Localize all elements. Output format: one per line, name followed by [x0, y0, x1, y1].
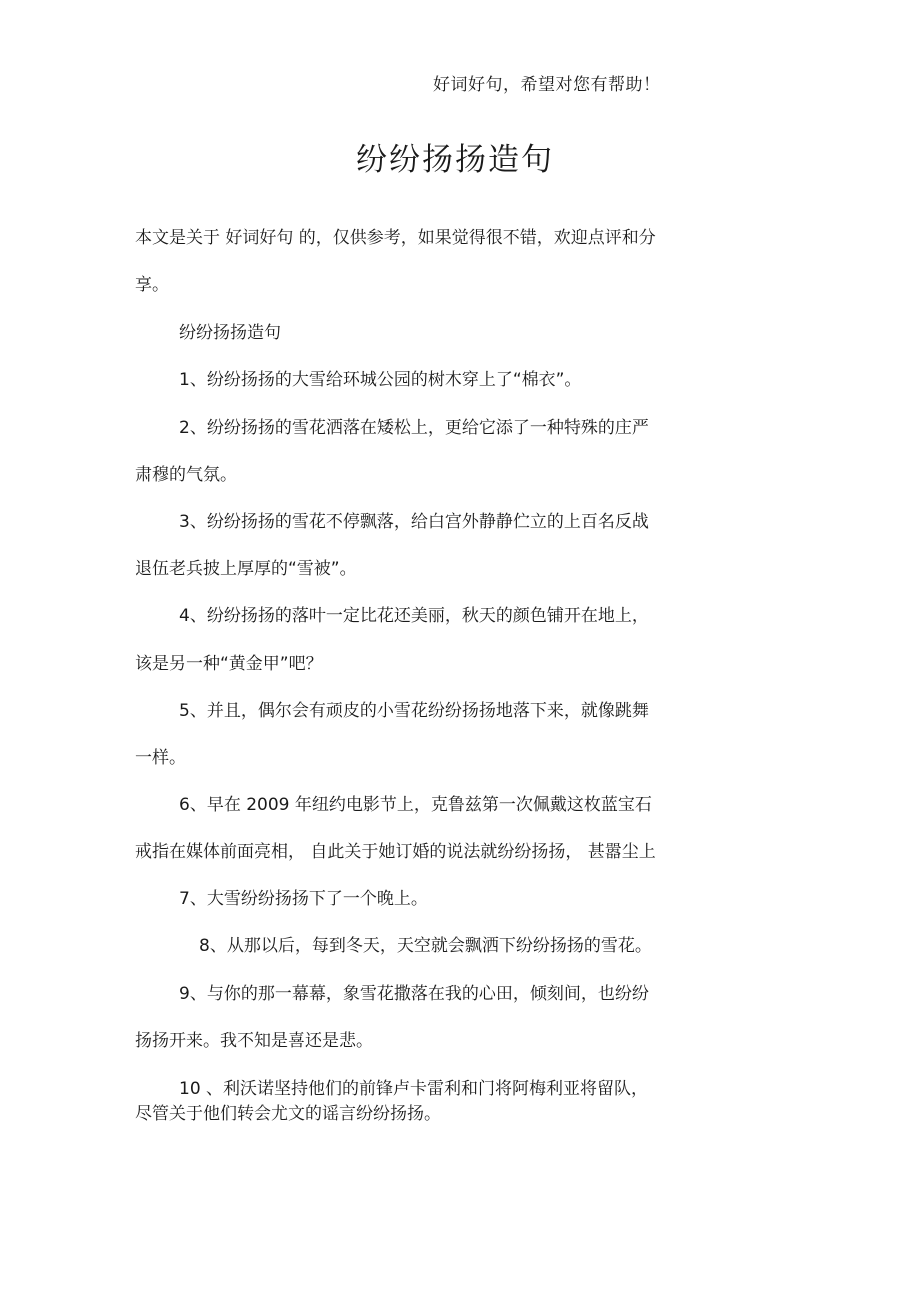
sentence-line: 7、大雪纷纷扬扬下了一个晚上。 — [179, 889, 428, 909]
sentence-line: 一样。 — [135, 748, 186, 768]
sentence-line: 该是另一种“黄金甲”吧？ — [135, 654, 323, 674]
sentence-line: 戒指在媒体前面亮相， 自此关于她订婚的说法就纷纷扬扬， 甚嚣尘上 — [135, 842, 656, 862]
intro-line: 享。 — [135, 275, 169, 295]
sentence-line: 扬扬开来。我不知是喜还是悲。 — [135, 1031, 373, 1051]
document-title: 纷纷扬扬造句 — [356, 142, 554, 178]
sentence-line: 6、早在 2009 年纽约电影节上，克鲁兹第一次佩戴这枚蓝宝石 — [179, 795, 652, 815]
sentence-line: 8、从那以后，每到冬天，天空就会飘洒下纷纷扬扬的雪花。 — [199, 936, 652, 956]
sentence-line: 尽管关于他们转会尤文的谣言纷纷扬扬。 — [135, 1104, 441, 1124]
sentence-line: 10 、利沃诺坚持他们的前锋卢卡雷利和门将阿梅利亚将留队， — [179, 1079, 649, 1099]
sentence-line: 退伍老兵披上厚厚的“雪被”。 — [135, 559, 357, 579]
intro-line: 本文是关于 好词好句 的，仅供参考，如果觉得很不错，欢迎点评和分 — [135, 228, 656, 248]
sentence-line: 9、与你的那一幕幕，象雪花撒落在我的心田，倾刻间，也纷纷 — [179, 984, 649, 1004]
sentence-line: 2、纷纷扬扬的雪花洒落在矮松上，更给它添了一种特殊的庄严 — [179, 418, 649, 438]
sentence-line: 4、纷纷扬扬的落叶一定比花还美丽，秋天的颜色铺开在地上， — [179, 606, 649, 626]
subheading: 纷纷扬扬造句 — [179, 323, 281, 343]
sentence-line: 1、纷纷扬扬的大雪给环城公园的树木穿上了“棉衣”。 — [179, 370, 582, 390]
sentence-line: 肃穆的气氛。 — [135, 465, 237, 485]
header-note: 好词好句，希望对您有帮助！ — [433, 75, 661, 95]
sentence-line: 3、纷纷扬扬的雪花不停飘落，给白宫外静静伫立的上百名反战 — [179, 512, 649, 532]
sentence-line: 5、并且，偶尔会有顽皮的小雪花纷纷扬扬地落下来，就像跳舞 — [179, 701, 649, 721]
